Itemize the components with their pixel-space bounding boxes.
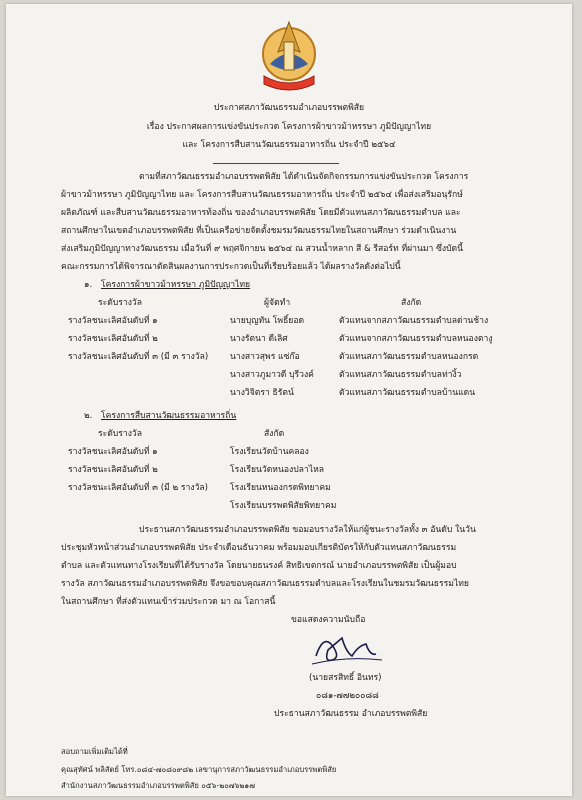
section-1-header-maker: ผู้จัดทำ — [264, 298, 291, 308]
section-1-award: รางวัลชนะเลิศอันดับที่ ๓ (มี ๓ รางวัล) — [68, 352, 209, 362]
closing-line: ตำบล และตัวแทนทางโรงเรียนที่ได้รับรางวัล โดยนายธนรงค์ สิทธิเขตกรณ์ นายอำเภอบรรพตพิสัย เป็นผู้มอบ — [61, 561, 457, 571]
section-2-affiliation: โรงเรียนบรรพตพิสัยพิทยาคม — [230, 501, 337, 511]
subject-line-1: เรื่อง ประกาศผลการแข่งขันประกวด โครงการผ้าขาวม้าหรรษา ภูมิปัญญาไทย — [146, 122, 432, 132]
council-emblem-logo — [256, 14, 322, 96]
section-2-title: โครงการสืบสานวัฒนธรรมอาหารถิ่น — [101, 411, 237, 421]
section-1-header-award: ระดับรางวัล — [98, 298, 142, 308]
section-1-affiliation: ตัวแทนจากสภาวัฒนธรรมตำบลหนองตางู — [339, 334, 493, 344]
document-page — [6, 4, 572, 796]
section-2-header-award: ระดับรางวัล — [98, 429, 142, 439]
footer-contact: คุณสุทัศน์ พลิสัตย์ โทร.๐๘๔-๗๐๘๐๙๘๒ เลขานุการสภาวัฒนธรรมอำเภอบรรพตพิสัย — [61, 765, 337, 774]
section-1-affiliation: ตัวแทนสภาวัฒนธรรมตำบลหนองกรด — [339, 352, 479, 362]
section-2-header-affiliation: สังกัด — [264, 429, 285, 439]
intro-line: ผ้าขาวม้าหรรษา ภูมิปัญญาไทย และ โครงการสืบสานวัฒนธรรมอาหารถิ่น ประจำปี ๒๕๖๔ เพื่อส่งเสริมอนุรักษ์ — [61, 190, 463, 200]
footer-office: สำนักงานสภาวัฒนธรรมอำเภอบรรพตพิสัย ๐๕๖-๒๐๗๖๒๑๗ — [61, 781, 255, 790]
section-1-maker: นางสาวสุพร แซ่ก๊อ — [230, 352, 300, 362]
closing-line: ในสถานศึกษา ที่ส่งตัวแทนเข้าร่วมประกวด มา ณ โอกาสนี้ — [61, 597, 276, 607]
handwritten-signature — [306, 626, 386, 672]
section-1-award: รางวัลชนะเลิศอันดับที่ ๑ — [68, 316, 158, 326]
title-divider — [213, 163, 339, 164]
section-1-maker: นางวิจิตรา ธิรัตน์ — [230, 388, 294, 398]
intro-line: ผลิตภัณฑ์ และสืบสานวัฒนธรรมอาหารท้องถิ่น ของอำเภอบรรพตพิสัย โดยมีตัวแทนสภาวัฒนธรรมตำบล และ — [61, 208, 461, 218]
signatory-position: ประธานสภาวัฒนธรรม อำเภอบรรพตพิสัย — [274, 709, 428, 719]
closing-line: ประธานสภาวัฒนธรรมอำเภอบรรพตพิสัย ขอมอบรางวัลให้แก่ผู้ชนะรางวัลทั้ง ๓ อันดับ ในวัน — [139, 525, 476, 535]
intro-line: คณะกรรมการได้พิจารณาตัดสินผลงานการประกวดเป็นที่เรียบร้อยแล้ว ได้ผลรางวัลดังต่อไปนี้ — [61, 262, 401, 272]
section-1-maker: นางสาวภูมาวดี บุรีวงค์ — [230, 370, 314, 380]
section-2-award: รางวัลชนะเลิศอันดับที่ ๑ — [68, 447, 158, 457]
section-2-number: ๒. — [84, 411, 93, 421]
footer-inquiry: สอบถามเพิ่มเติมได้ที่ — [61, 747, 128, 756]
section-1-maker: นายบุญทัน โพธิ์ยอด — [230, 316, 305, 326]
signatory-name: (นายสรสิทธิ์ อินทร) — [309, 673, 382, 683]
section-1-title: โครงการผ้าขาวม้าหรรษา ภูมิปัญญาไทย — [101, 280, 251, 290]
section-1-number: ๑. — [84, 280, 93, 290]
intro-line: ส่งเสริมภูมิปัญญาทางวัฒนธรรม เมื่อวันที่ ๙ พฤศจิกายน ๒๕๖๔ ณ สวนน้ำหลาก สี & รีสอร์ท ที่ผ่านมา ซึ่งบัดนี้ — [61, 244, 464, 254]
section-2-affiliation: โรงเรียนหนองกรดพิทยาคม — [230, 483, 331, 493]
closing-line: รางวัล สภาวัฒนธรรมอำเภอบรรพตพิสัย จึงขอขอบคุณสภาวัฒนธรรมตำบลและโรงเรียนในชมรมวัฒนธรรมไทย — [61, 579, 469, 589]
section-1-affiliation: ตัวแทนสภาวัฒนธรรมตำบลท่างิ้ว — [339, 370, 462, 380]
signatory-phone: ๐๘๑-๗๗๒๐๐๘๘ — [316, 691, 379, 701]
announcement-title: ประกาศสภาวัฒนธรรมอำเภอบรรพตพิสัย — [213, 103, 365, 113]
section-2-award: รางวัลชนะเลิศอันดับที่ ๓ (มี ๒ รางวัล) — [68, 483, 209, 493]
section-2-affiliation: โรงเรียนวัดบ้านคลอง — [230, 447, 309, 457]
closing-line: ประชุมหัวหน้าส่วนอำเภอบรรพตพิสัย ประจำเดือนธันวาคม พร้อมมอบเกียรติบัตรให้กับตัวแทนสภาวัฒนธรรม — [61, 543, 457, 553]
section-1-affiliation: ตัวแทนสภาวัฒนธรรมตำบลบ้านแดน — [339, 388, 476, 398]
section-1-maker: นางรัตนา ดีเลิศ — [230, 334, 288, 344]
section-1-affiliation: ตัวแทนจากสภาวัฒนธรรมตำบลด่านช้าง — [339, 316, 489, 326]
subject-line-2: และ โครงการสืบสานวัฒนธรรมอาหารถิ่น ประจำปี ๒๕๖๔ — [182, 140, 396, 150]
section-1-header-affiliation: สังกัด — [401, 298, 422, 308]
section-2-affiliation: โรงเรียนวัดหนองปลาไหล — [230, 465, 324, 475]
regards-text: ขอแสดงความนับถือ — [291, 615, 366, 625]
intro-line: สถานศึกษาในเขตอำเภอบรรพตพิสัย ที่เป็นเครือข่ายจัดตั้งชมรมวัฒนธรรมไทยในสถานศึกษา ร่วมดำเนินงาน — [61, 226, 457, 236]
section-1-award: รางวัลชนะเลิศอันดับที่ ๒ — [68, 334, 158, 344]
intro-line: ตามที่สภาวัฒนธรรมอำเภอบรรพตพิสัย ได้ดำเนินจัดกิจกรรมการแข่งขันประกวด โครงการ — [139, 172, 469, 182]
section-2-award: รางวัลชนะเลิศอันดับที่ ๒ — [68, 465, 158, 475]
